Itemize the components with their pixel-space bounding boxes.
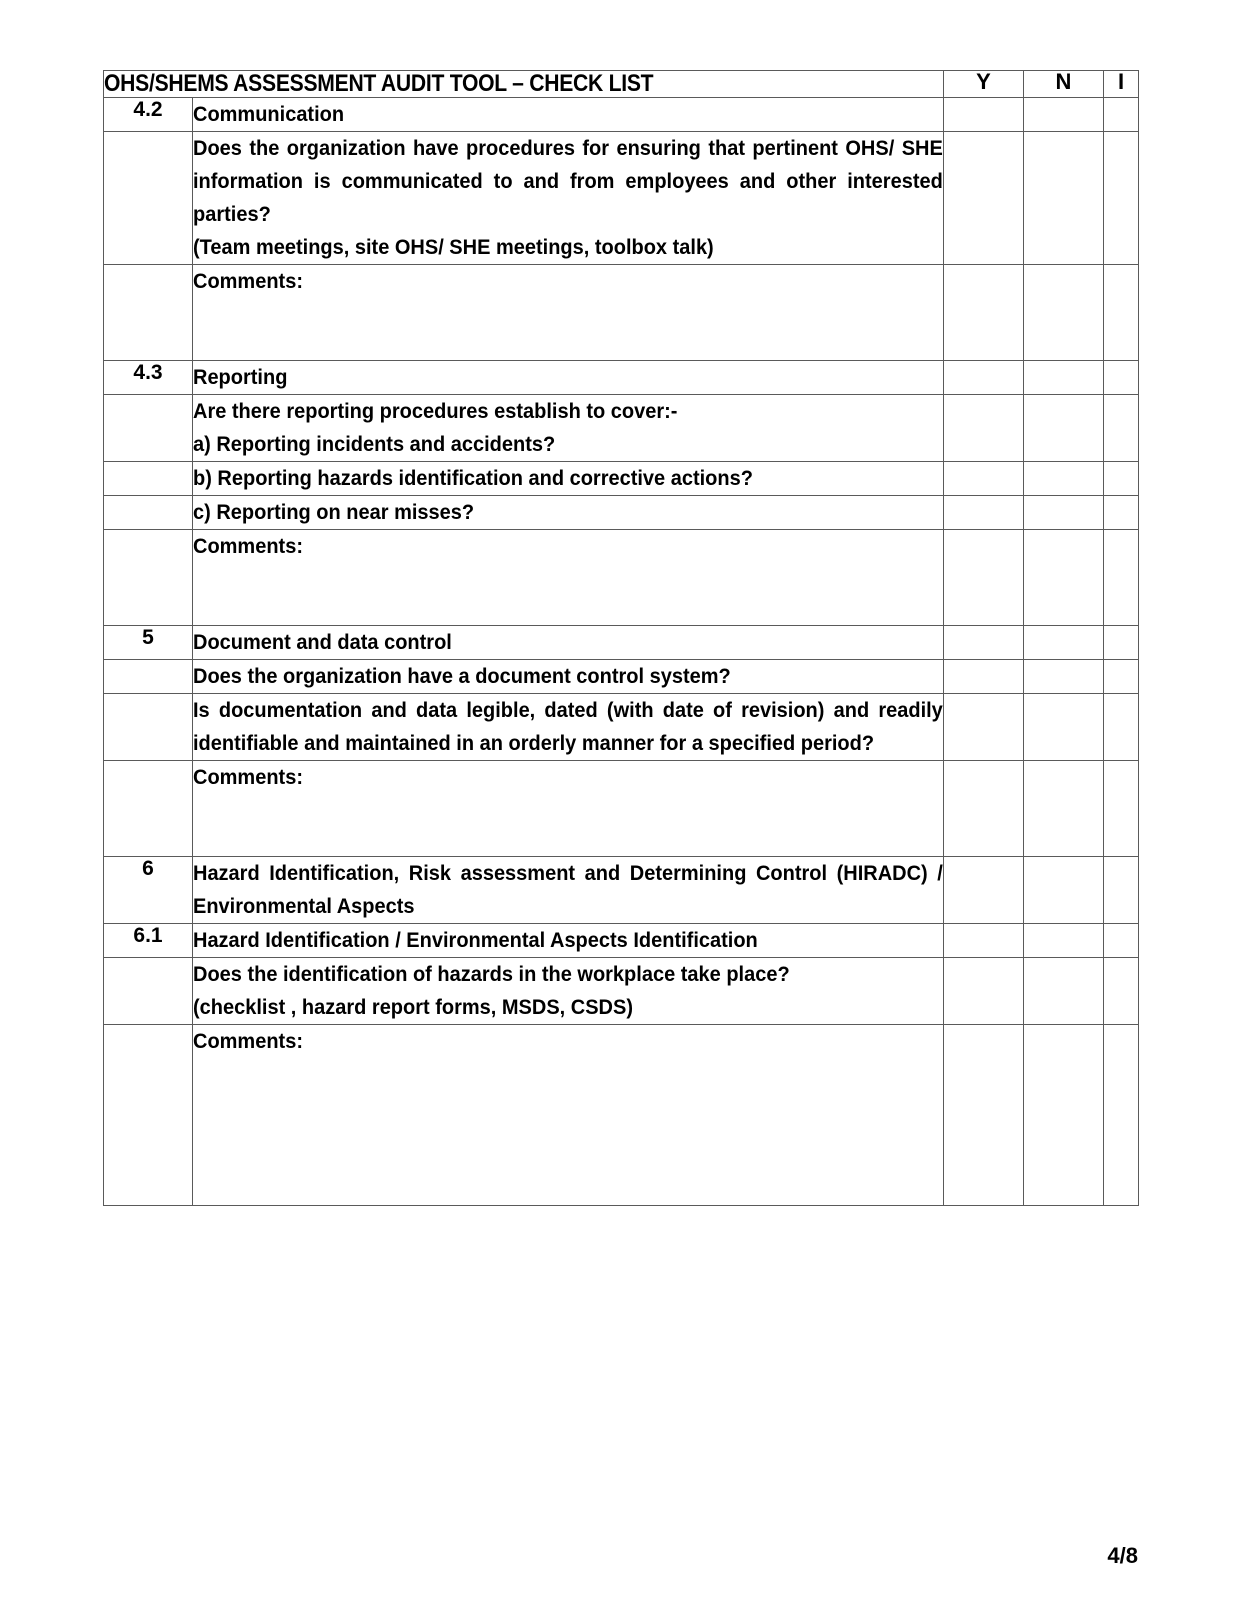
answer-cell-no[interactable]: [1024, 530, 1104, 626]
answer-cell-improvement[interactable]: [1104, 1025, 1139, 1206]
table-row: [104, 924, 1139, 958]
table-row: [104, 660, 1139, 694]
answer-cell-improvement[interactable]: [1104, 361, 1139, 395]
answer-cell-no[interactable]: [1024, 958, 1104, 1025]
row-number: 4.3: [104, 361, 193, 395]
audit-checklist-table: [103, 70, 1139, 1206]
column-header-no: [1024, 71, 1104, 98]
answer-cell-no[interactable]: [1024, 98, 1104, 132]
answer-cell-improvement[interactable]: [1104, 395, 1139, 462]
table-header-row: [104, 71, 1139, 98]
row-text-cell: [193, 694, 944, 761]
answer-cell-yes[interactable]: [944, 395, 1024, 462]
page-number: 4/8: [1107, 1543, 1138, 1568]
answer-cell-yes[interactable]: [944, 761, 1024, 857]
answer-cell-no[interactable]: [1024, 694, 1104, 761]
comments-cell[interactable]: [193, 530, 944, 626]
row-text-cell: [193, 395, 944, 462]
answer-cell-yes[interactable]: [944, 530, 1024, 626]
row-text-primary: Does the organization have procedures for ensuring that pertinent OHS/ SHE information is communicated to and from employees and other interested parties?: [193, 136, 943, 227]
row-text-secondary: a) Reporting incidents and accidents?: [193, 432, 556, 457]
row-text: Communication: [193, 102, 345, 127]
table-row: [104, 496, 1139, 530]
answer-cell-yes[interactable]: [944, 361, 1024, 395]
answer-cell-yes[interactable]: [944, 462, 1024, 496]
answer-cell-yes[interactable]: [944, 1025, 1024, 1206]
answer-cell-improvement[interactable]: [1104, 958, 1139, 1025]
comments-label: Comments:: [193, 1029, 303, 1054]
table-row: [104, 132, 1139, 265]
row-text-secondary: (checklist , hazard report forms, MSDS, CSDS): [193, 995, 633, 1020]
answer-cell-yes[interactable]: [944, 98, 1024, 132]
row-number: [104, 1025, 193, 1206]
answer-cell-no[interactable]: [1024, 462, 1104, 496]
answer-cell-yes[interactable]: [944, 265, 1024, 361]
answer-cell-yes[interactable]: [944, 626, 1024, 660]
comments-label: Comments:: [193, 269, 303, 294]
answer-cell-improvement[interactable]: [1104, 98, 1139, 132]
answer-cell-yes[interactable]: [944, 694, 1024, 761]
answer-cell-no[interactable]: [1024, 132, 1104, 265]
row-text: c) Reporting on near misses?: [193, 500, 475, 525]
row-text-cell: [193, 857, 944, 924]
row-number: [104, 462, 193, 496]
column-header-no-label: N: [1055, 69, 1072, 94]
answer-cell-no[interactable]: [1024, 361, 1104, 395]
comments-cell[interactable]: [193, 1025, 944, 1206]
column-header-improvement: [1104, 71, 1139, 98]
comments-label: Comments:: [193, 534, 303, 559]
row-number: 6: [104, 857, 193, 924]
answer-cell-improvement[interactable]: [1104, 660, 1139, 694]
page-title: OHS/SHEMS ASSESSMENT AUDIT TOOL – CHECK LIST: [104, 70, 654, 97]
row-text-cell: [193, 924, 944, 958]
answer-cell-yes[interactable]: [944, 660, 1024, 694]
answer-cell-yes[interactable]: [944, 857, 1024, 924]
table-row: [104, 958, 1139, 1025]
row-text-cell: [193, 132, 944, 265]
comments-cell[interactable]: [193, 265, 944, 361]
answer-cell-yes[interactable]: [944, 958, 1024, 1025]
answer-cell-yes[interactable]: [944, 496, 1024, 530]
answer-cell-improvement[interactable]: [1104, 626, 1139, 660]
row-text-cell: [193, 496, 944, 530]
answer-cell-improvement[interactable]: [1104, 496, 1139, 530]
column-header-improvement-label: I: [1117, 69, 1125, 94]
row-text-primary: Does the identification of hazards in the workplace take place?: [193, 962, 790, 987]
row-text-cell: [193, 462, 944, 496]
row-text-cell: [193, 660, 944, 694]
row-number: 5: [104, 626, 193, 660]
row-text: Hazard Identification, Risk assessment and Determining Control (HIRADC) / Environmental Aspects: [193, 861, 943, 919]
row-text: Does the organization have a document control system?: [193, 664, 731, 689]
row-text-secondary: (Team meetings, site OHS/ SHE meetings, toolbox talk): [193, 235, 714, 260]
row-text: Is documentation and data legible, dated (with date of revision) and readily identifiable and maintained in an orderly manner for a specified period?: [193, 698, 943, 756]
row-number: [104, 660, 193, 694]
answer-cell-no[interactable]: [1024, 626, 1104, 660]
answer-cell-improvement[interactable]: [1104, 924, 1139, 958]
row-text-cell: [193, 626, 944, 660]
answer-cell-no[interactable]: [1024, 265, 1104, 361]
row-text: b) Reporting hazards identification and corrective actions?: [193, 466, 753, 491]
comments-cell[interactable]: [193, 761, 944, 857]
row-text-cell: [193, 958, 944, 1025]
row-text-cell: [193, 361, 944, 395]
answer-cell-improvement[interactable]: [1104, 761, 1139, 857]
table-row: [104, 395, 1139, 462]
table-row: [104, 462, 1139, 496]
row-text: Hazard Identification / Environmental Aspects Identification: [193, 928, 758, 953]
table-row: [104, 361, 1139, 395]
answer-cell-yes[interactable]: [944, 924, 1024, 958]
table-row: [104, 265, 1139, 361]
answer-cell-yes[interactable]: [944, 132, 1024, 265]
table-row: [104, 761, 1139, 857]
answer-cell-no[interactable]: [1024, 660, 1104, 694]
row-text-cell: [193, 98, 944, 132]
table-row: [104, 626, 1139, 660]
row-number: [104, 530, 193, 626]
answer-cell-no[interactable]: [1024, 496, 1104, 530]
row-number: [104, 958, 193, 1025]
column-header-yes: [944, 71, 1024, 98]
table-row: [104, 694, 1139, 761]
table-row: [104, 98, 1139, 132]
row-number: [104, 395, 193, 462]
comments-label: Comments:: [193, 765, 303, 790]
row-number: 4.2: [104, 98, 193, 132]
table-row: [104, 857, 1139, 924]
answer-cell-no[interactable]: [1024, 924, 1104, 958]
column-header-yes-label: Y: [976, 69, 991, 94]
row-number: [104, 761, 193, 857]
answer-cell-improvement[interactable]: [1104, 132, 1139, 265]
row-text: Reporting: [193, 365, 288, 390]
row-number: [104, 132, 193, 265]
header-title-cell: [104, 71, 944, 98]
row-number: [104, 496, 193, 530]
answer-cell-improvement[interactable]: [1104, 694, 1139, 761]
answer-cell-improvement[interactable]: [1104, 265, 1139, 361]
table-row: [104, 530, 1139, 626]
answer-cell-improvement[interactable]: [1104, 462, 1139, 496]
answer-cell-improvement[interactable]: [1104, 857, 1139, 924]
answer-cell-no[interactable]: [1024, 1025, 1104, 1206]
row-text: Document and data control: [193, 630, 452, 655]
answer-cell-no[interactable]: [1024, 761, 1104, 857]
answer-cell-no[interactable]: [1024, 395, 1104, 462]
answer-cell-improvement[interactable]: [1104, 530, 1139, 626]
answer-cell-no[interactable]: [1024, 857, 1104, 924]
row-number: 6.1: [104, 924, 193, 958]
row-number: [104, 694, 193, 761]
row-text-primary: Are there reporting procedures establish to cover:-: [193, 399, 678, 424]
row-number: [104, 265, 193, 361]
table-row: [104, 1025, 1139, 1206]
